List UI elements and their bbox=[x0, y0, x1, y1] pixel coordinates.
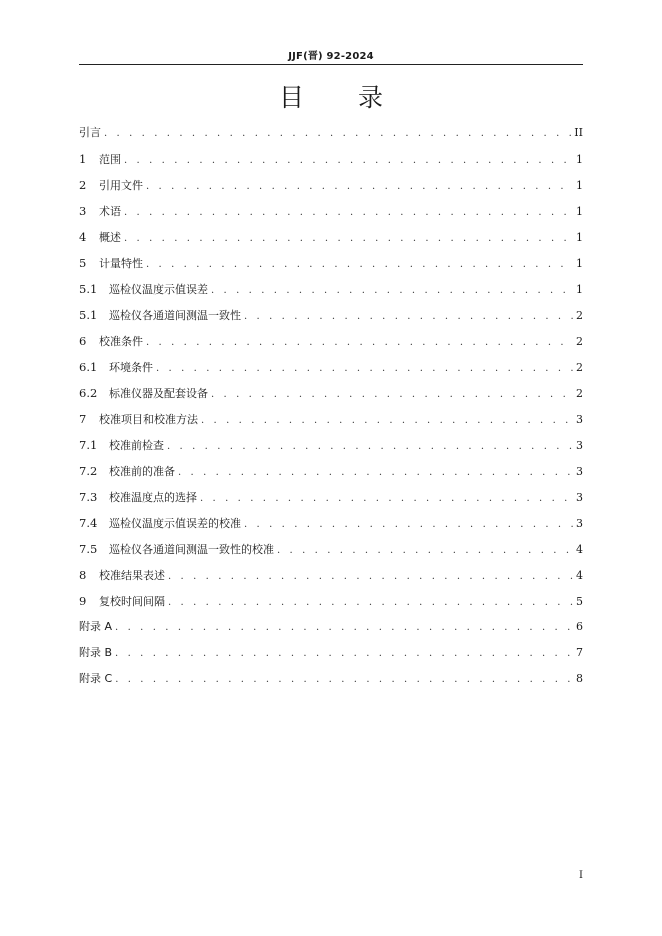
toc-entry-page: 1 bbox=[576, 283, 583, 296]
toc-entry[interactable] bbox=[79, 306, 583, 332]
toc-entry-page: 6 bbox=[576, 620, 583, 633]
toc-entry-number: 7.5 bbox=[79, 542, 98, 556]
toc-entry-page: 5 bbox=[576, 595, 583, 608]
toc-dot-leader bbox=[146, 178, 573, 196]
toc-entry-label: 校准项目和校准方法 bbox=[99, 413, 198, 426]
toc-entry[interactable] bbox=[79, 670, 583, 696]
toc-entry-page: 4 bbox=[576, 543, 583, 556]
toc-entry-page: 3 bbox=[576, 517, 583, 530]
toc-entry-label: 巡检仪各通道间测温一致性 bbox=[109, 309, 241, 322]
toc-entry-number: 6.1 bbox=[79, 360, 98, 374]
toc-dot-leader bbox=[124, 204, 573, 222]
toc-entry[interactable] bbox=[79, 150, 583, 176]
toc-entry[interactable] bbox=[79, 384, 583, 410]
toc-dot-leader bbox=[124, 152, 573, 170]
toc-entry-number: 8 bbox=[79, 568, 87, 582]
toc-entry[interactable] bbox=[79, 488, 583, 514]
toc-entry-page: 2 bbox=[576, 335, 583, 348]
toc-entry-label: 附录 C bbox=[79, 672, 113, 685]
toc-entry[interactable] bbox=[79, 644, 583, 670]
toc-entry[interactable] bbox=[79, 618, 583, 644]
toc-entry-label: 复校时间间隔 bbox=[99, 595, 165, 608]
toc-entry-number: 4 bbox=[79, 230, 87, 244]
toc-dot-leader bbox=[168, 594, 573, 612]
toc-entry[interactable] bbox=[79, 228, 583, 254]
toc-dot-leader bbox=[211, 386, 573, 404]
toc-entry[interactable] bbox=[79, 332, 583, 358]
toc-entry-page: 2 bbox=[576, 361, 583, 374]
toc-entry-number: 7.2 bbox=[79, 464, 98, 478]
toc-entry-label: 概述 bbox=[99, 231, 121, 244]
toc-entry[interactable] bbox=[79, 514, 583, 540]
toc-entry-page: 1 bbox=[576, 231, 583, 244]
toc-entry-label: 环境条件 bbox=[109, 361, 153, 374]
toc-entry-number: 5 bbox=[79, 256, 87, 270]
toc-entry-label: 引言 bbox=[79, 126, 101, 139]
toc-dot-leader bbox=[277, 542, 573, 560]
toc-entry-label: 校准条件 bbox=[99, 335, 143, 348]
document-code-header: JJF(晋) 92-2024 bbox=[288, 51, 374, 62]
toc-entry-label: 巡检仪各通道间测温一致性的校准 bbox=[109, 543, 274, 556]
toc-entry-label: 标准仪器及配套设备 bbox=[109, 387, 208, 400]
toc-entry[interactable] bbox=[79, 358, 583, 384]
toc-entry-number: 7.4 bbox=[79, 516, 98, 530]
toc-entry-label: 引用文件 bbox=[99, 179, 143, 192]
toc-dot-leader bbox=[211, 282, 573, 300]
toc-entry-label: 术语 bbox=[99, 205, 121, 218]
toc-dot-leader bbox=[104, 125, 571, 143]
toc-entry[interactable] bbox=[79, 566, 583, 592]
toc-entry-page: 1 bbox=[576, 205, 583, 218]
toc-entry-label: 校准结果表述 bbox=[99, 569, 165, 582]
toc-entry[interactable] bbox=[79, 540, 583, 566]
toc-entry[interactable] bbox=[79, 462, 583, 488]
toc-entry-number: 7 bbox=[79, 412, 87, 426]
toc-entry[interactable] bbox=[79, 176, 583, 202]
toc-entry-label: 巡检仪温度示值误差 bbox=[109, 283, 208, 296]
toc-entry-number: 6.2 bbox=[79, 386, 98, 400]
toc-entry-number: 6 bbox=[79, 334, 87, 348]
toc-dot-leader bbox=[115, 619, 573, 637]
toc-entry-page: 4 bbox=[576, 569, 583, 582]
toc-entry[interactable] bbox=[79, 436, 583, 462]
toc-entry[interactable] bbox=[79, 124, 583, 150]
toc-entry-label: 计量特性 bbox=[99, 257, 143, 270]
toc-entry-page: 3 bbox=[576, 413, 583, 426]
toc-entry-page: 3 bbox=[576, 439, 583, 452]
toc-entry-number: 9 bbox=[79, 594, 87, 608]
toc-entry-label: 校准温度点的选择 bbox=[109, 491, 197, 504]
toc-entry-number: 5.1 bbox=[79, 282, 98, 296]
toc-dot-leader bbox=[156, 360, 573, 378]
toc-dot-leader bbox=[244, 516, 573, 534]
toc-entry-number: 7.1 bbox=[79, 438, 98, 452]
toc-entry[interactable] bbox=[79, 592, 583, 618]
toc-entry[interactable] bbox=[79, 280, 583, 306]
toc-dot-leader bbox=[200, 490, 573, 508]
toc-dot-leader bbox=[146, 334, 573, 352]
toc-entry-page: 3 bbox=[576, 465, 583, 478]
toc-entry-page: 3 bbox=[576, 491, 583, 504]
toc-entry[interactable] bbox=[79, 410, 583, 436]
toc-entry-page: 2 bbox=[576, 309, 583, 322]
toc-entry-label: 校准前的准备 bbox=[109, 465, 175, 478]
table-of-contents bbox=[79, 124, 583, 696]
toc-entry-number: 1 bbox=[79, 152, 87, 166]
toc-entry[interactable] bbox=[79, 202, 583, 228]
toc-entry-page: 1 bbox=[576, 153, 583, 166]
toc-entry-page: 1 bbox=[576, 257, 583, 270]
toc-entry-label: 附录 A bbox=[79, 620, 113, 633]
toc-dot-leader bbox=[115, 671, 573, 689]
toc-dot-leader bbox=[146, 256, 573, 274]
toc-entry-number: 5.1 bbox=[79, 308, 98, 322]
toc-dot-leader bbox=[178, 464, 573, 482]
toc-entry-label: 范围 bbox=[99, 153, 121, 166]
toc-entry-label: 附录 B bbox=[79, 646, 113, 659]
page-number: I bbox=[579, 870, 583, 881]
toc-entry-page: 2 bbox=[576, 387, 583, 400]
toc-dot-leader bbox=[124, 230, 573, 248]
toc-entry-label: 巡检仪温度示值误差的校准 bbox=[109, 517, 241, 530]
toc-dot-leader bbox=[168, 568, 573, 586]
toc-entry-page: II bbox=[574, 126, 583, 139]
toc-entry-number: 2 bbox=[79, 178, 87, 192]
toc-dot-leader bbox=[201, 412, 573, 430]
toc-entry-label: 校准前检查 bbox=[109, 439, 164, 452]
page-title: 目录 bbox=[278, 83, 437, 112]
toc-entry-number: 3 bbox=[79, 204, 87, 218]
toc-entry-page: 8 bbox=[576, 672, 583, 685]
toc-entry-number: 7.3 bbox=[79, 490, 98, 504]
toc-entry-page: 1 bbox=[576, 179, 583, 192]
toc-dot-leader bbox=[244, 308, 573, 326]
toc-entry[interactable] bbox=[79, 254, 583, 280]
toc-entry-page: 7 bbox=[576, 646, 583, 659]
toc-dot-leader bbox=[115, 645, 573, 663]
toc-dot-leader bbox=[167, 438, 573, 456]
header-divider bbox=[79, 64, 583, 65]
